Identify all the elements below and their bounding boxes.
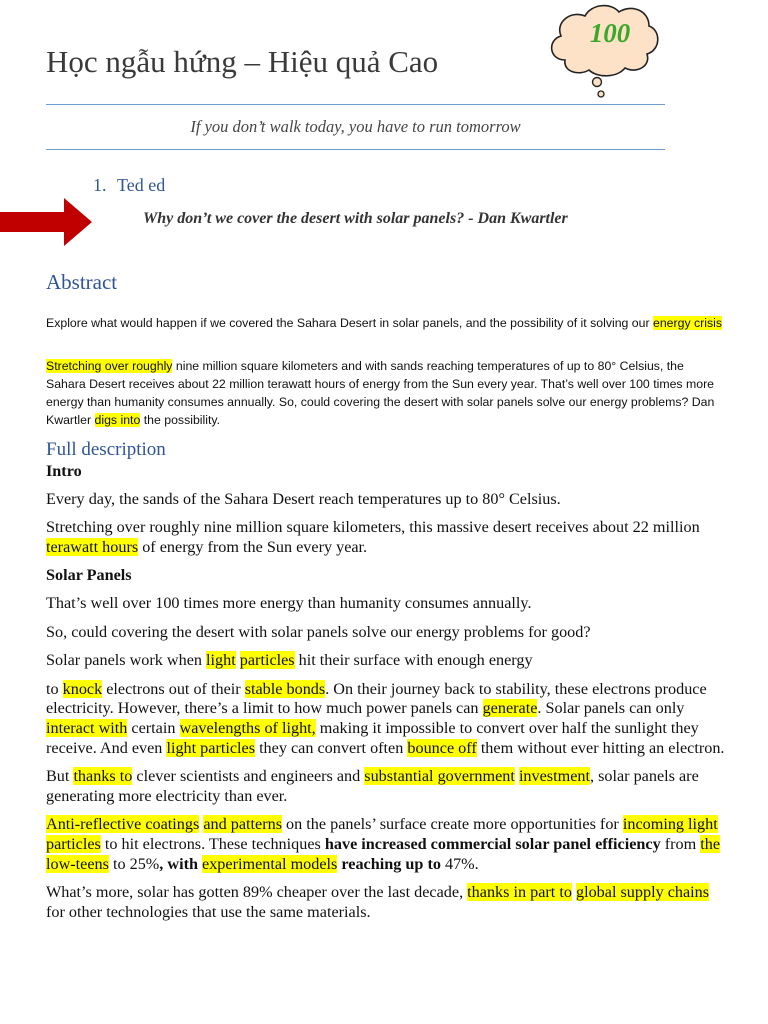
paragraph xyxy=(46,815,730,874)
text-run: for other technologies that use the same materials. xyxy=(46,902,371,921)
highlighted-text: light particles xyxy=(166,738,256,757)
paragraph xyxy=(46,651,730,671)
text-run: certain xyxy=(127,718,180,737)
paragraph xyxy=(46,883,730,922)
text-run: of energy from the Sun every year. xyxy=(138,537,368,556)
highlighted-text: the low-teens xyxy=(46,834,721,873)
text-run: . On their journey back to stability, these electrons produce electricity. However, there’s a limit to how much power panels can xyxy=(46,679,707,718)
text-run: to 25% xyxy=(108,854,160,873)
text-run: Intro xyxy=(46,462,82,480)
section-number: 1. xyxy=(93,175,107,195)
thought-cloud-icon xyxy=(543,0,663,100)
highlighted-text: stable bonds xyxy=(244,679,326,698)
video-title: Why don’t we cover the desert with solar panels? - Dan Kwartler xyxy=(143,210,568,227)
text-run: nine million square kilometers and with sands reaching temperatures of up to 80° Celsius, the Sahara Desert receives about 22 million terawatt hours of energy from the Sun every year. That’s well over 100 times more energy than humanity consumes annually. So, could covering the desert with solar panels solve our energy problems? Dan Kwartler xyxy=(46,359,715,427)
text-run: 47%. xyxy=(440,854,479,873)
full-description-body xyxy=(46,462,730,931)
bold-text: , with xyxy=(159,854,198,873)
top-rule xyxy=(46,104,665,105)
abstract-paragraph-1 xyxy=(46,314,726,332)
section-name: Ted ed xyxy=(117,175,166,195)
text-run: to xyxy=(46,679,63,698)
paragraph xyxy=(46,518,730,557)
abstract-heading: Abstract xyxy=(46,270,118,294)
paragraph xyxy=(46,490,730,510)
text-run: So, could covering the desert with solar panels solve our energy problems for good? xyxy=(46,622,591,641)
text-run: Explore what would happen if we covered the Sahara Desert in solar panels, and the possibility of it solving our xyxy=(46,316,653,330)
text-run: them without ever hitting an electron. xyxy=(476,738,725,757)
text-run: to hit electrons. These techniques xyxy=(100,834,325,853)
highlighted-text: particles xyxy=(239,651,295,670)
text-run: Solar Panels xyxy=(46,566,132,585)
text-run: they can convert often xyxy=(255,738,408,757)
highlighted-text: investment xyxy=(518,767,590,786)
text-run: making it impossible to convert over half the sunlight they receive. And even xyxy=(46,718,699,757)
text-run: . Solar panels can only xyxy=(537,699,685,718)
text-run: What’s more, solar has gotten 89% cheaper over the last decade, xyxy=(46,883,468,902)
score-badge: 100 xyxy=(589,18,631,48)
full-description-heading: Full description xyxy=(46,439,166,460)
text-run: Solar panels work when xyxy=(46,651,207,670)
highlighted-text: and patterns xyxy=(203,815,282,834)
highlighted-text: global supply chains xyxy=(575,883,710,902)
highlighted-text: bounce off xyxy=(407,738,477,757)
highlighted-text: generate xyxy=(482,699,538,718)
bottom-rule xyxy=(46,149,665,150)
highlighted-text: interact with xyxy=(46,718,128,737)
text-run: Stretching over roughly nine million square kilometers, this massive desert receives about 22 million xyxy=(46,518,700,537)
paragraph xyxy=(46,767,730,806)
highlighted-text: Anti-reflective coatings xyxy=(46,815,200,834)
highlighted-text: energy crisis xyxy=(653,316,723,330)
motto: If you don’t walk today, you have to run tomorrow xyxy=(190,117,521,136)
highlighted-text: light xyxy=(206,651,236,670)
subheading xyxy=(46,566,730,586)
right-arrow-icon xyxy=(0,198,92,246)
paragraph xyxy=(46,680,730,758)
text-run: on the panels’ surface create more opportunities for xyxy=(282,815,623,834)
text-run: from xyxy=(660,834,701,853)
bold-text: have increased commercial solar panel efficiency xyxy=(324,834,661,853)
paragraph xyxy=(46,623,730,643)
text-run: electrons out of their xyxy=(102,679,245,698)
highlighted-text: knock xyxy=(62,679,103,698)
highlighted-text: Stretching over roughly xyxy=(46,359,173,373)
document-title: Học ngẫu hứng – Hiệu quả Cao xyxy=(46,44,439,79)
highlighted-text: incoming light particles xyxy=(46,815,718,853)
text-run: , solar panels are generating more electricity than ever. xyxy=(46,767,699,805)
highlighted-text: thanks to xyxy=(73,767,133,786)
highlighted-text: experimental models xyxy=(202,854,338,873)
highlighted-text: wavelengths of light, xyxy=(179,718,316,737)
abstract-paragraph-2 xyxy=(46,357,726,429)
section-heading xyxy=(93,175,165,196)
text-run: That’s well over 100 times more energy than humanity consumes annually. xyxy=(46,593,532,612)
subheading xyxy=(46,462,730,482)
highlighted-text: thanks in part to xyxy=(467,883,572,902)
text-run: hit their surface with enough energy xyxy=(294,651,533,670)
text-run: But xyxy=(46,767,74,786)
bold-text: reaching up to xyxy=(341,854,441,873)
paragraph xyxy=(46,594,730,614)
text-run: Every day, the sands of the Sahara Desert reach temperatures up to 80° Celsius. xyxy=(46,489,561,508)
text-run: the possibility. xyxy=(140,413,221,427)
highlighted-text: terawatt hours xyxy=(46,537,139,556)
text-run: clever scientists and engineers and xyxy=(132,767,365,786)
highlighted-text: substantial government xyxy=(364,767,515,786)
highlighted-text: digs into xyxy=(94,413,141,427)
